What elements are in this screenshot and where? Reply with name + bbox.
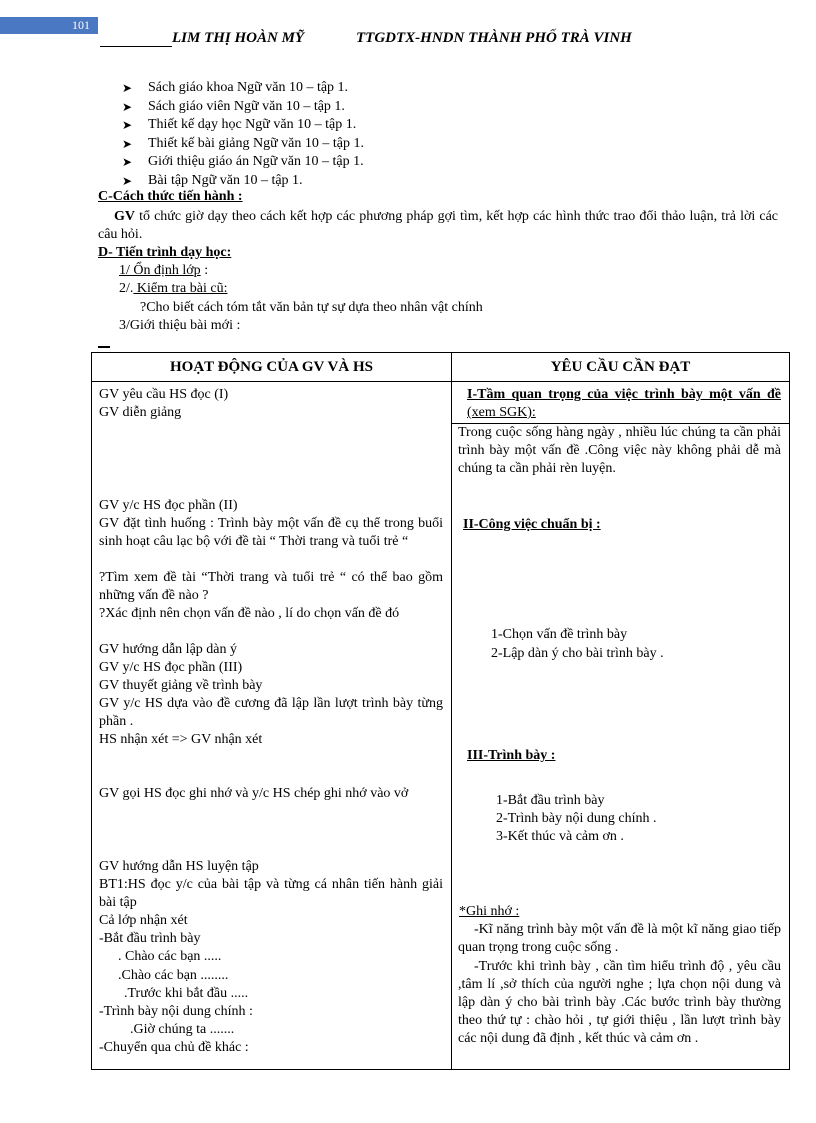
activity-paragraph: BT1:HS đọc y/c của bài tập và từng cá nhân tiến hành giải bài tập	[99, 877, 443, 910]
requirement-item: 1-Chọn vấn đề trình bày	[491, 627, 628, 642]
lesson-table	[91, 352, 790, 1070]
list-item	[122, 79, 364, 98]
requirement-item: 2-Trình bày nội dung chính .	[496, 811, 657, 826]
requirement-heading: II-Công việc chuẩn bị :	[463, 517, 601, 532]
step-1	[119, 263, 208, 279]
activity-line: -Trình bày nội dung chính :	[99, 1004, 253, 1019]
reference-text: Thiết kế bài giảng Ngữ văn 10 – tập 1.	[148, 135, 364, 151]
requirement-item: 3-Kết thúc và cảm ơn .	[496, 829, 624, 844]
reference-text: Sách giáo khoa Ngữ văn 10 – tập 1.	[148, 80, 349, 95]
step-3: 3/Giới thiệu bài mới :	[119, 318, 241, 333]
activity-line: HS nhận xét => GV nhận xét	[99, 732, 263, 747]
activity-paragraph: GV gọi HS đọc ghi nhớ và y/c HS chép ghi nhớ vào vở	[99, 786, 409, 801]
list-item	[122, 172, 364, 191]
activity-line: .Trước khi bắt đầu .....	[124, 986, 249, 1001]
column-header-activities: HOẠT ĐỘNG CỦA GV VÀ HS	[92, 353, 452, 382]
section-c-paragraph	[98, 208, 778, 244]
requirement-paragraph: -Kĩ năng trình bày một vấn đề là một kĩ năng giao tiếp quan trọng trong cuộc sống .	[458, 922, 781, 955]
list-item	[122, 153, 364, 172]
arrow-bullet-icon: ➤	[122, 155, 133, 170]
activity-line: GV y/c HS đọc phần (III)	[99, 660, 243, 675]
section-c-lead: GV	[114, 209, 135, 224]
activity-line: GV yêu cầu HS đọc (I)	[99, 387, 229, 402]
requirement-heading-text: I-Tầm quan trọng của việc trình bày một vấn đề	[467, 387, 781, 402]
header-organization: TTGDTX-HNDN THÀNH PHỐ TRÀ VINH	[356, 30, 632, 46]
activity-paragraph: GV đặt tình huống : Trình bày một vấn đề cụ thể trong buổi sinh hoạt câu lạc bộ với đề tài “ Thời trang và tuổi trẻ “	[99, 516, 443, 549]
reference-text: Giới thiệu giáo án Ngữ văn 10 – tập 1.	[148, 154, 364, 170]
list-item	[122, 116, 364, 135]
requirement-heading-tail: (xem SGK):	[467, 405, 536, 420]
requirement-item: 2-Lập dàn ý cho bài trình bày .	[491, 646, 664, 661]
activity-line: -Chuyển qua chủ đề khác :	[99, 1040, 249, 1055]
activity-line: . Chào các bạn .....	[118, 949, 222, 964]
activity-paragraph: GV y/c HS dựa vào đề cương đã lập lần lượt trình bày từng phần .	[99, 696, 443, 729]
reference-text: Thiết kế dạy học Ngữ văn 10 – tập 1.	[148, 117, 357, 133]
activity-line: GV hướng dẫn lập dàn ý	[99, 642, 237, 657]
activity-paragraph: ?Xác định nên chọn vấn đề nào , lí do chọn vấn đề đó	[99, 606, 400, 621]
column-header-requirements: YÊU CẦU CẦN ĐẠT	[452, 353, 790, 382]
requirement-heading: *Ghi nhớ :	[459, 904, 520, 919]
section-c-title: C-Cách thức tiến hành :	[98, 189, 243, 204]
activity-line: .Chào các bạn ........	[118, 968, 229, 983]
requirement-item: 1-Bắt đầu trình bày	[496, 793, 605, 808]
arrow-bullet-icon: ➤	[122, 118, 133, 133]
arrow-bullet-icon: ➤	[122, 136, 133, 151]
requirement-paragraph: Trong cuộc sống hàng ngày , nhiều lúc chúng ta cần phải trình bày một vấn đề .Công việc này không phải dễ mà chúng ta cần phải rèn luyện.	[458, 425, 781, 476]
step-2	[119, 281, 227, 297]
activity-line: -Bắt đầu trình bày	[99, 931, 201, 946]
section-c-text: tổ chức giờ dạy theo cách kết hợp các phương pháp gợi tìm, kết hợp các hình thức trao đổi thảo luận, trả lời các câu hỏi.	[98, 209, 778, 242]
activity-line: GV y/c HS đọc phần (II)	[99, 498, 238, 513]
activity-line: GV diễn giảng	[99, 405, 182, 420]
requirement-paragraph: -Trước khi trình bày , cần tìm hiểu trình độ , yêu cầu ,tâm lí ,sở thích của người nghe ; lựa chọn nội dung và lập dàn ý cho bài trình bày .Các bước trình bày thường theo thứ tự : chào hỏi , tự giới thiệu , lần lượt trình bày các nội dung đã định , kết thúc và cảm ơn .	[458, 959, 781, 1046]
activity-line: Cả lớp nhận xét	[99, 913, 188, 928]
arrow-bullet-icon: ➤	[122, 173, 133, 188]
step-1-tail: :	[200, 263, 209, 278]
header-author: LIM THỊ HOÀN MỸ	[172, 30, 305, 46]
step-1-label: 1/ Ổn định lớp	[119, 263, 201, 278]
divider	[98, 346, 110, 348]
review-question: ?Cho biết cách tóm tắt văn bản tự sự dựa theo nhân vật chính	[140, 300, 483, 315]
page-number: 101	[0, 17, 98, 34]
activity-line: GV thuyết giảng về trình bày	[99, 678, 263, 693]
activity-line: .Giờ chúng ta .......	[130, 1022, 235, 1037]
step-2-label: Kiểm tra bài cũ:	[133, 281, 228, 296]
page-header	[100, 30, 800, 50]
activity-line: GV hướng dẫn HS luyện tập	[99, 859, 259, 874]
reference-list	[122, 79, 364, 191]
list-item	[122, 98, 364, 117]
requirement-heading	[467, 386, 781, 422]
step-2-number: 2/.	[119, 281, 134, 296]
reference-text: Bài tập Ngữ văn 10 – tập 1.	[148, 172, 303, 188]
reference-text: Sách giáo viên Ngữ văn 10 – tập 1.	[148, 98, 345, 114]
activities-cell	[92, 382, 452, 1070]
section-d-title: D- Tiến trình dạy học:	[98, 245, 232, 260]
requirement-heading: III-Trình bày :	[467, 748, 556, 763]
header-rule	[100, 46, 172, 47]
arrow-bullet-icon: ➤	[122, 81, 133, 95]
arrow-bullet-icon: ➤	[122, 99, 133, 114]
activity-paragraph: ?Tìm xem đề tài “Thời trang và tuổi trẻ “ có thể bao gồm những vấn đề nào ?	[99, 570, 443, 603]
list-item	[122, 135, 364, 154]
requirements-cell	[452, 382, 790, 1070]
